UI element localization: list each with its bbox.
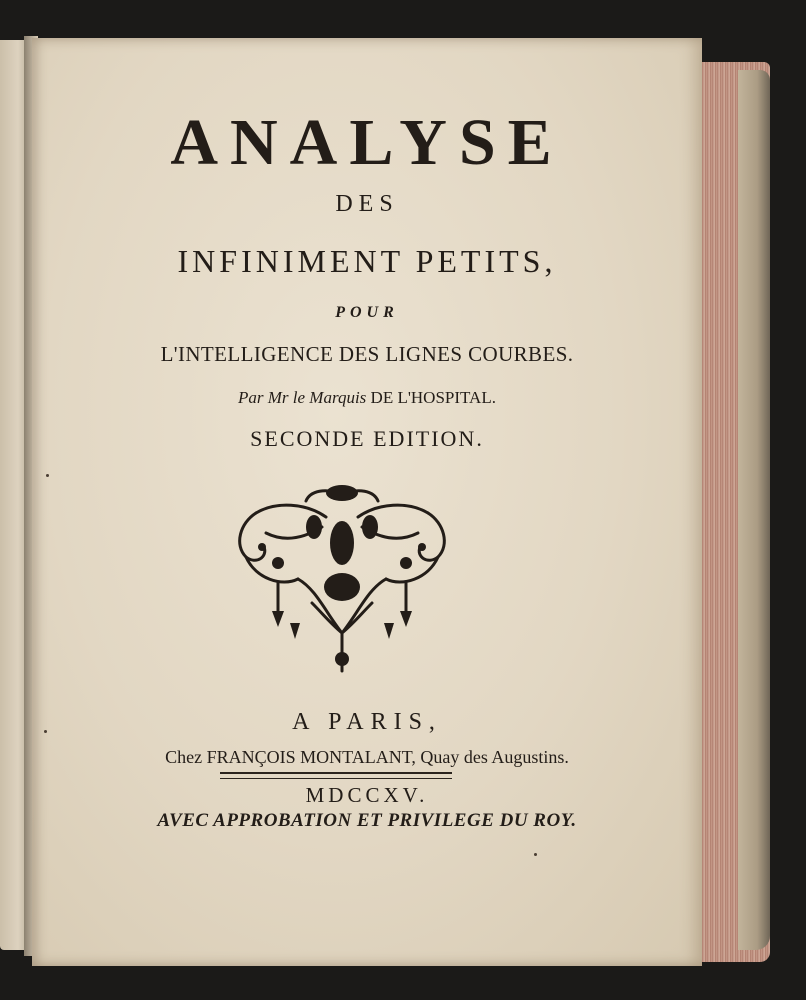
author-line [32, 387, 702, 409]
title-des: DES [335, 191, 399, 217]
divider-rule [220, 772, 452, 779]
paper-speck [44, 730, 47, 733]
privilege: AVEC APPROBATION ET PRIVILEGE DU ROY. [157, 810, 577, 831]
author-prefix: Par Mr le Marquis [238, 388, 367, 407]
title-pour: POUR [335, 304, 399, 321]
title-infiniment: INFINIMENT PETITS, [177, 243, 557, 279]
publisher: Chez FRANÇOIS MONTALANT, Quay des Augustins. [165, 747, 569, 767]
author-name: DE L'HOSPITAL. [370, 388, 496, 407]
year: MDCCXV. [305, 783, 429, 807]
subtitle: L'INTELLIGENCE DES LIGNES COURBES. [160, 342, 574, 366]
ragged-page-edge [738, 70, 770, 950]
place: A PARIS, [292, 709, 442, 735]
title-page [32, 38, 702, 966]
book-title: ANALYSE [170, 106, 564, 179]
edition: SECONDE EDITION. [250, 426, 484, 451]
baroque-ornament-icon [226, 483, 458, 683]
paper-speck [46, 474, 49, 477]
paper-speck [534, 853, 537, 856]
